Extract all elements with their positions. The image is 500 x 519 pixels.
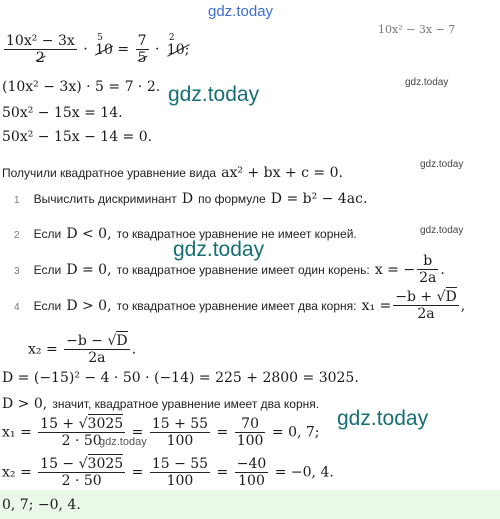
x1-calc: x₁ = $\frac{15 + √3025}{2 \cdot 50}$ = $\frac{15 + 55}{100}$ = $\frac{70}{100}$ = 0, 7;: [2, 416, 320, 449]
watermark-small: gdz.today: [405, 77, 449, 88]
x2-calc: x₂ = $\frac{15 - √3025}{2 \cdot 50}$ = $\frac{15 - 55}{100}$ = $\frac{-40}{100}$ = −0, 4.: [2, 456, 334, 489]
discriminant-line: D = (−15)² − 4 · 50 · (−14) = 225 + 2800 = 3025.: [2, 370, 359, 386]
equation-line-3: 50x² − 15x = 14.: [2, 105, 123, 121]
step-2: 2 Если D < 0, то квадратное уравнение не имеет корней.: [14, 226, 357, 242]
watermark-large: gdz.today: [173, 238, 265, 261]
d-positive-line: D > 0, значит, квадратное уравнение имеет два корня.: [2, 396, 320, 412]
equation-line-2: (10x² − 3x) · 5 = 7 · 2.: [2, 79, 161, 95]
answer-box: [0, 490, 500, 519]
step-1: 1 Вычислить дискриминант D по формуле D = b² − 4ac.: [14, 191, 368, 207]
watermark-large: gdz.today: [337, 407, 429, 430]
watermark-small: gdz.today: [420, 159, 464, 170]
step-3: 3 Если D = 0, то квадратное уравнение имеет один корень: x = − $\frac{b}{2a}$ .: [14, 253, 445, 286]
watermark-large: gdz.today: [168, 83, 260, 106]
intro-line: Получили квадратное уравнение вида ax² + bx + c = 0.: [2, 165, 343, 181]
partial-top-line: 10x² − 3x − 7: [378, 23, 456, 36]
answer-text: 0, 7; −0, 4.: [2, 497, 81, 513]
x2-definition: x₂ = $\frac{-b - √D}{2a}$ .: [28, 333, 137, 366]
watermark-small: gdz.today: [420, 225, 464, 236]
step-4: 4 Если D > 0, то квадратное уравнение имеет два корня: x₁ = $\frac{-b + √D}{2a}$ ,: [14, 289, 466, 322]
equation-line-1: $\frac{\text{10x² − 3x}}{2}$ · 5 10 = $\frac{7}{5}$ · 2 10;: [6, 32, 190, 66]
equation-line-4: 50x² − 15x − 14 = 0.: [2, 129, 153, 145]
watermark-top: gdz.today: [208, 3, 274, 20]
watermark-inline: gdz.today: [99, 436, 147, 448]
